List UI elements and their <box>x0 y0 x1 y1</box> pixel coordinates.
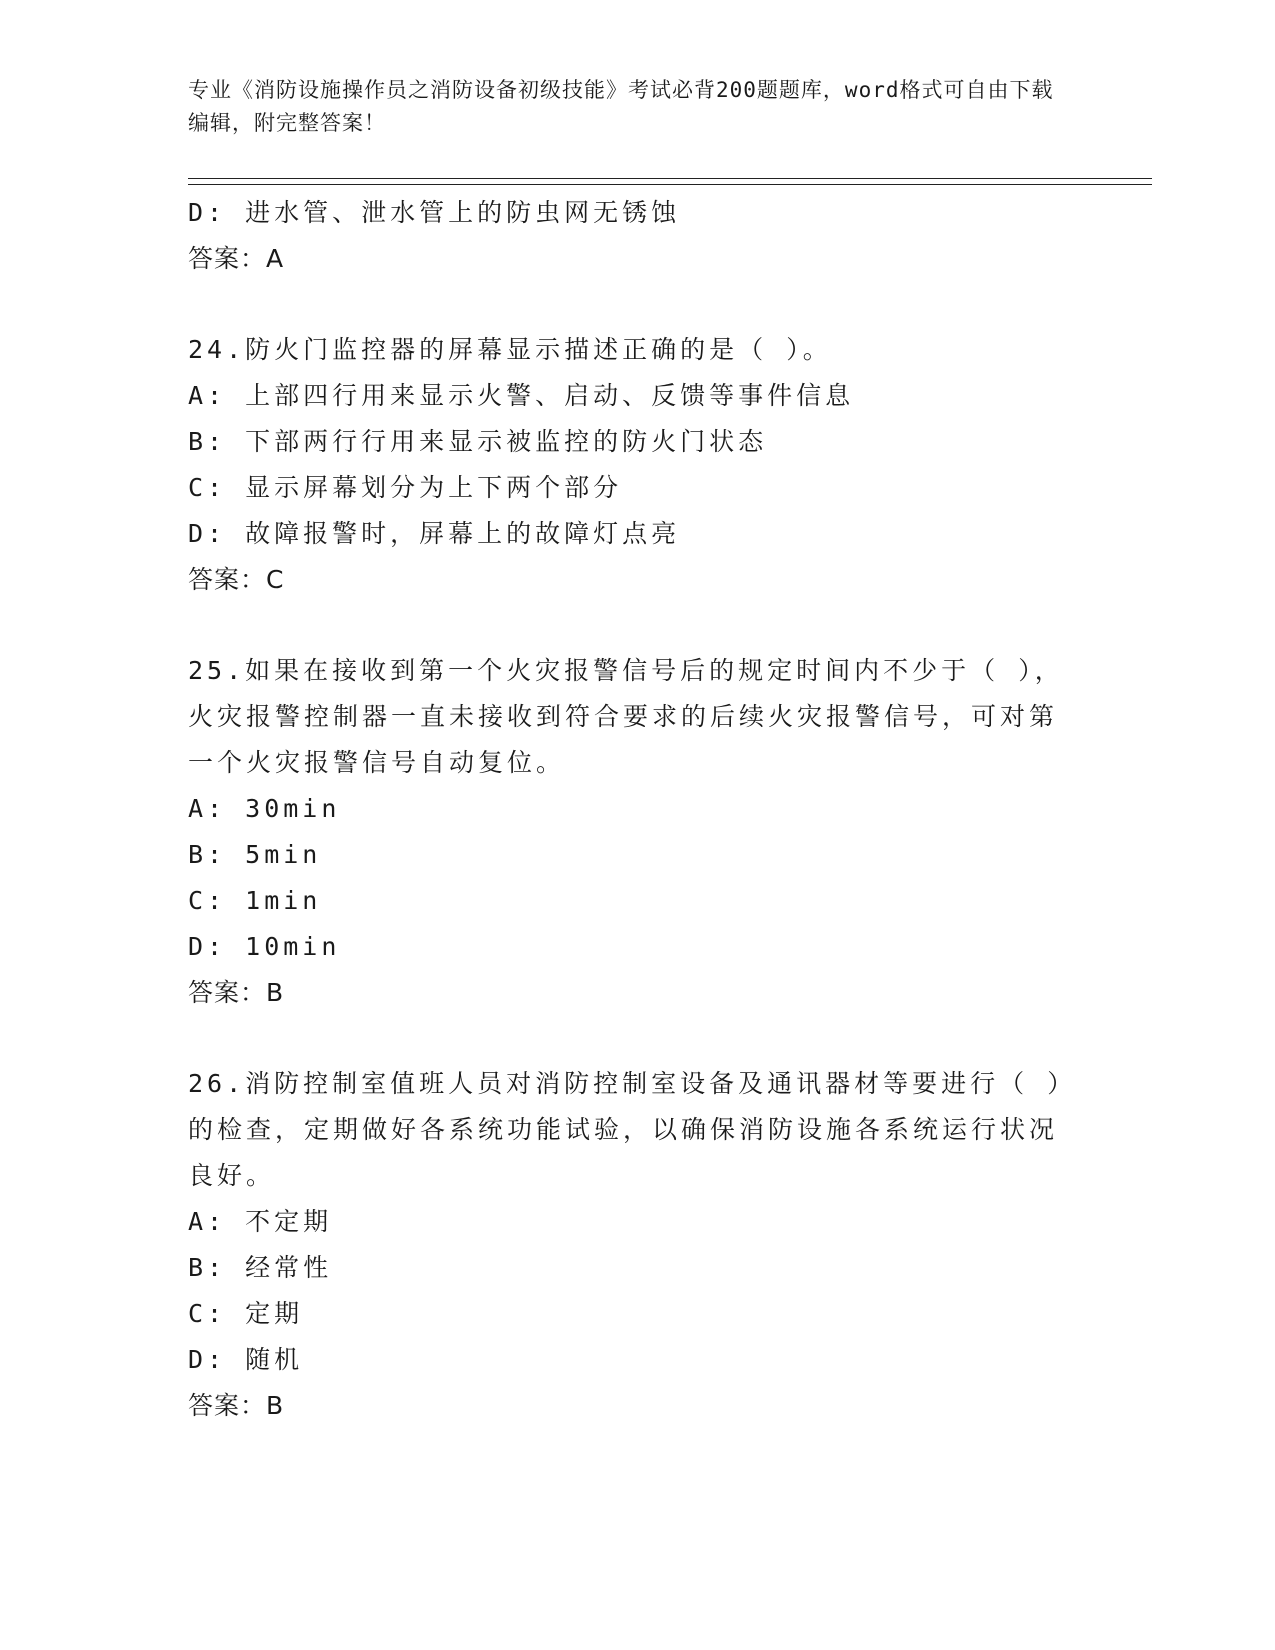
spacer <box>188 603 1068 648</box>
spacer <box>188 1016 1068 1061</box>
option-a: A: 不定期 <box>188 1207 333 1236</box>
option-d: D: 随机 <box>188 1345 304 1374</box>
question-fragment <box>188 190 1068 282</box>
question-text: 26.消防控制室值班人员对消防控制室设备及通讯器材等要进行（ ）的检查，定期做好各系统功能试验，以确保消防设施各系统运行状况良好。 <box>188 1069 1064 1190</box>
question-text: 25.如果在接收到第一个火灾报警信号后的规定时间内不少于（ ），火灾报警控制器一直未接收到符合要求的后续火灾报警信号，可对第一个火灾报警信号自动复位。 <box>188 656 1064 777</box>
question-block-24 <box>188 327 1068 603</box>
document-header: 专业《消防设施操作员之消防设备初级技能》考试必背200题题库，word格式可自由下载编辑，附完整答案！ <box>188 78 1054 135</box>
option-a: A: 30min <box>188 794 341 823</box>
header-divider-bottom <box>188 184 1152 185</box>
answer-line: 答案：A <box>188 244 285 273</box>
spacer <box>188 282 1068 327</box>
option-d: D: 进水管、泄水管上的防虫网无锈蚀 <box>188 198 681 227</box>
option-c: C: 1min <box>188 886 322 915</box>
header-divider-top <box>188 178 1152 179</box>
option-a: A: 上部四行用来显示火警、启动、反馈等事件信息 <box>188 381 855 410</box>
option-d: D: 10min <box>188 932 341 961</box>
question-block-26 <box>188 1061 1068 1429</box>
question-list <box>188 190 1068 1429</box>
question-text: 24.防火门监控器的屏幕显示描述正确的是（ ）。 <box>188 335 832 364</box>
option-c: C: 定期 <box>188 1299 304 1328</box>
question-block-25 <box>188 648 1068 1016</box>
option-d: D: 故障报警时，屏幕上的故障灯点亮 <box>188 519 681 548</box>
answer-line: 答案：B <box>188 978 285 1007</box>
option-c: C: 显示屏幕划分为上下两个部分 <box>188 473 623 502</box>
option-b: B: 下部两行行用来显示被监控的防火门状态 <box>188 427 768 456</box>
option-b: B: 经常性 <box>188 1253 333 1282</box>
option-b: B: 5min <box>188 840 322 869</box>
answer-line: 答案：B <box>188 1391 285 1420</box>
answer-line: 答案：C <box>188 565 285 594</box>
